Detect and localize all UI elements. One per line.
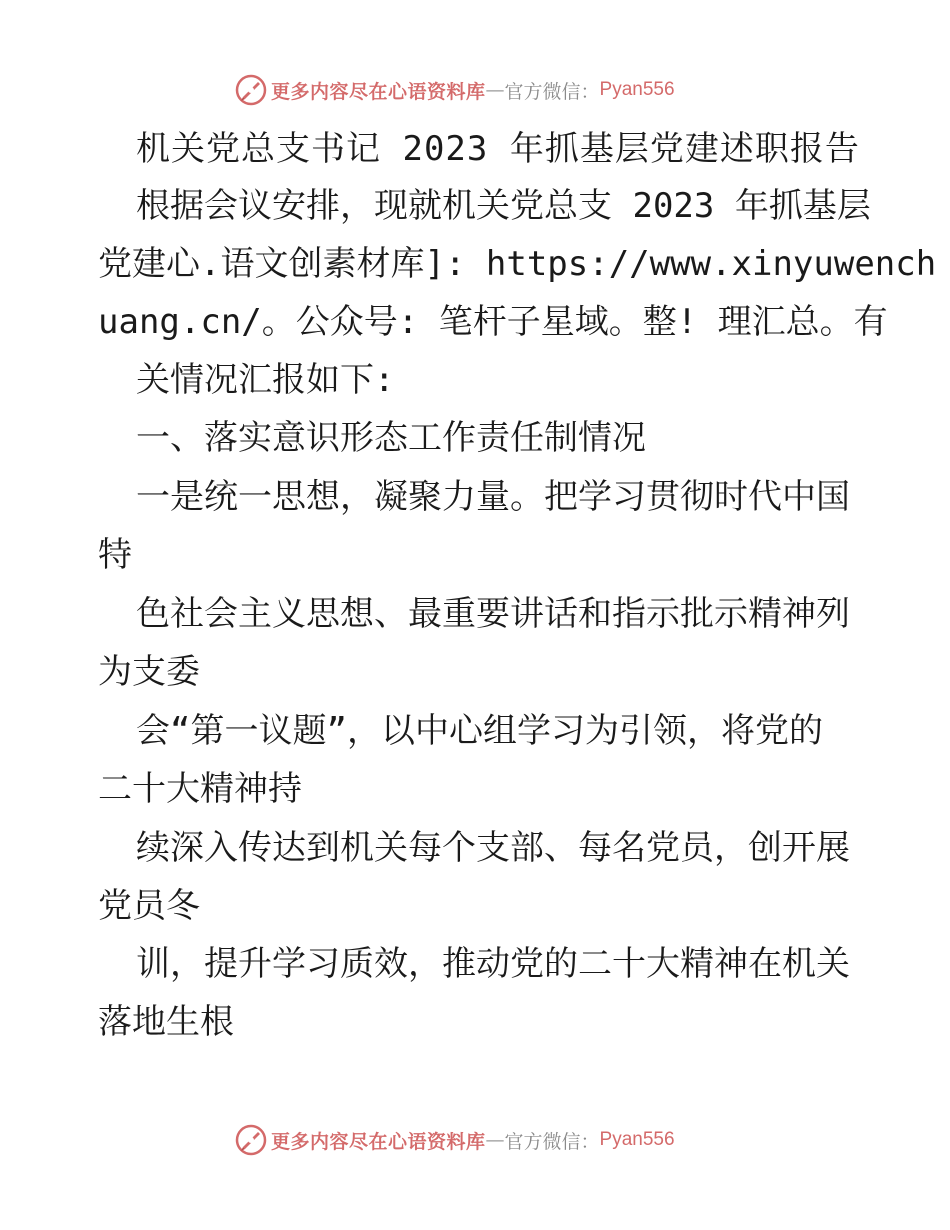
- banner-wechat-id: Pyan556: [599, 79, 675, 100]
- paragraph-line: 关情况汇报如下:: [136, 360, 395, 400]
- banner-separator: —: [485, 1129, 505, 1151]
- document-title: 机关党总支书记 2023 年抓基层党建述职报告: [136, 129, 860, 169]
- header-watermark-banner: [234, 72, 754, 108]
- footer-watermark-banner: [234, 1122, 754, 1158]
- banner-main-text: 更多内容尽在心语资料库: [271, 1130, 486, 1153]
- paragraph-line: 党员冬: [98, 886, 200, 926]
- banner-main-text: 更多内容尽在心语资料库: [271, 80, 486, 103]
- pen-logo-icon: [234, 73, 268, 107]
- banner-wechat-label: 官方微信：: [504, 1130, 600, 1153]
- paragraph-line: 特: [98, 535, 132, 575]
- paragraph-line: 续深入传达到机关每个支部、每名党员，创开展: [136, 828, 850, 868]
- banner-wechat-label: 官方微信：: [504, 80, 600, 103]
- paragraph-line: 为支委: [98, 652, 200, 692]
- paragraph-line: uang.cn/。公众号: 笔杆子星域。整! 理汇总。有: [98, 302, 888, 342]
- section-heading: 一、落实意识形态工作责任制情况: [136, 418, 646, 458]
- paragraph-line: 训，提升学习质效，推动党的二十大精神在机关: [136, 944, 850, 984]
- banner-separator: —: [485, 79, 505, 101]
- banner-wechat-id: Pyan556: [599, 1129, 675, 1150]
- paragraph-line: 色社会主义思想、最重要讲话和指示批示精神列: [136, 594, 850, 634]
- paragraph-line: 落地生根: [98, 1002, 234, 1042]
- paragraph-line: 一是统一思想，凝聚力量。把学习贯彻时代中国: [136, 477, 850, 517]
- paragraph-line: 党建心.语文创素材库]: https://www.xinyuwench: [98, 244, 937, 284]
- paragraph-line: 根据会议安排，现就机关党总支 2023 年抓基层: [136, 186, 871, 226]
- paragraph-line: 会“第一议题”，以中心组学习为引领，将党的: [136, 711, 823, 751]
- paragraph-line: 二十大精神持: [98, 769, 302, 809]
- pen-logo-icon: [234, 1123, 268, 1157]
